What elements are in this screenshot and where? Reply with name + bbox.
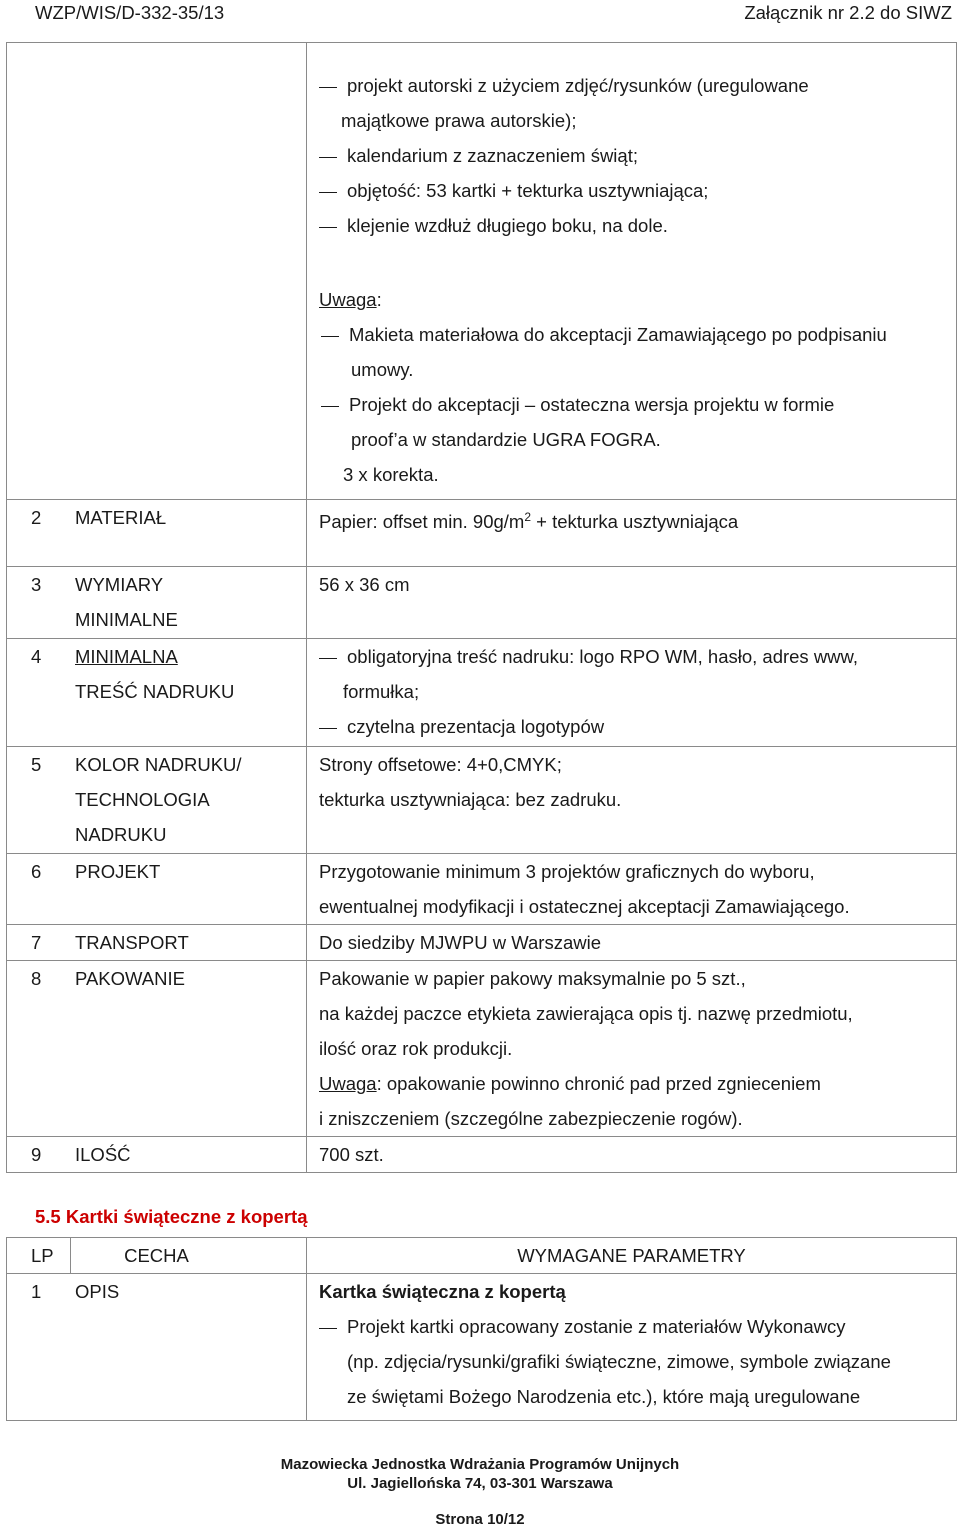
list-item: kalendarium z zaznaczeniem świąt; <box>319 138 809 173</box>
row-number: 3 <box>31 574 42 595</box>
list-item: czytelna prezentacja logotypów <box>319 709 858 744</box>
row-print-content-label <box>7 639 307 747</box>
row-number: 7 <box>31 932 42 953</box>
row-packing-value: Pakowanie w papier pakowy maksymalnie po 5 szt., na każdej paczce etykieta zawierająca opis tj. nazwę przedmiotu, ilość oraz rok produkcji. Uwaga: opakowanie powinno chronić pad przed zgnieceniem i zniszczeniem (szczególne zabezpieczenie rogów). <box>307 961 957 1137</box>
spec-table-cards <box>6 1237 957 1421</box>
list-item: klejenie wzdłuż długiego boku, na dole. <box>319 208 809 243</box>
footer-page-number: Strona 10/12 <box>435 1511 525 1528</box>
row-opis-label <box>7 1274 307 1421</box>
footer-address: Ul. Jagiellońska 74, 03-301 Warszawa <box>347 1475 613 1492</box>
row-number: 9 <box>31 1144 42 1165</box>
row-number: 8 <box>31 968 42 989</box>
section-title: 5.5 Kartki świąteczne z kopertą <box>35 1206 308 1227</box>
row-label: TECHNOLOGIA <box>75 789 210 810</box>
row-label: NADRUKU <box>75 824 167 845</box>
row-label: TRANSPORT <box>75 932 189 953</box>
row-transport-value: Do siedziby MJWPU w Warszawie <box>307 925 957 961</box>
row-design-label <box>7 854 307 925</box>
list-item: obligatoryjna treść nadruku: logo RPO WM, hasło, adres www, <box>319 639 858 674</box>
header-cecha: CECHA <box>71 1238 307 1274</box>
row-number: 5 <box>31 754 42 775</box>
document-reference: WZP/WIS/D-332-35/13 <box>35 2 225 23</box>
note-heading: Uwaga: <box>319 289 382 310</box>
list-item-continuation: ze świętami Bożego Narodzenia etc.), które mają uregulowane <box>347 1386 861 1407</box>
header-lp: LP <box>7 1238 71 1274</box>
row-print-color-label <box>7 747 307 854</box>
row-label: ILOŚĆ <box>75 1144 131 1165</box>
row-print-content-value <box>307 639 957 747</box>
row-quantity-value: 700 szt. <box>307 1137 957 1173</box>
row-label: PAKOWANIE <box>75 968 185 989</box>
row-material-value: Papier: offset min. $90g/m^2$ + tekturka usztywniająca <box>307 500 957 567</box>
row-label: MINIMALNA <box>75 646 178 667</box>
list-item-continuation: (np. zdjęcia/rysunki/grafiki świąteczne, zimowe, symbole związane <box>347 1351 891 1372</box>
row-number: 1 <box>31 1281 42 1302</box>
row-transport-label <box>7 925 307 961</box>
product-title: Kartka świąteczna z kopertą <box>319 1281 566 1302</box>
row-number: 2 <box>31 507 42 528</box>
row-number: 4 <box>31 646 42 667</box>
row-label: PROJEKT <box>75 861 161 882</box>
header-params: WYMAGANE PARAMETRY <box>307 1238 957 1274</box>
note-item: Projekt do akceptacji – ostateczna wersja projektu w formie <box>319 387 887 422</box>
row-label: WYMIARY <box>75 574 164 595</box>
row-packing-label <box>7 961 307 1137</box>
list-item-continuation: majątkowe prawa autorskie); <box>341 110 577 131</box>
spec-table-calendar <box>6 42 957 1173</box>
description-continuation-cell <box>307 43 957 500</box>
row-dimensions-label <box>7 567 307 639</box>
row-opis-value <box>307 1274 957 1421</box>
list-item: projekt autorski z użyciem zdjęć/rysunków (uregulowane <box>319 68 809 103</box>
row-label: KOLOR NADRUKU/ <box>75 754 242 775</box>
row-number: 6 <box>31 861 42 882</box>
row-label: MATERIAŁ <box>75 507 167 528</box>
row-design-value: Przygotowanie minimum 3 projektów graficznych do wyboru, ewentualnej modyfikacji i ostatecznej akceptacji Zamawiającego. <box>307 854 957 925</box>
list-item: objętość: 53 kartki + tekturka usztywniająca; <box>319 173 809 208</box>
note-corrections: 3 x korekta. <box>343 464 439 485</box>
row-label: MINIMALNE <box>75 609 178 630</box>
list-item-continuation: formułka; <box>343 681 420 702</box>
row-material-label <box>7 500 307 567</box>
row-label: TREŚĆ NADRUKU <box>75 681 235 702</box>
note-item-continuation: proof’a w standardzie UGRA FOGRA. <box>351 429 661 450</box>
row-quantity-label <box>7 1137 307 1173</box>
footer-organization: Mazowiecka Jednostka Wdrażania Programów Unijnych <box>280 1456 680 1473</box>
list-item: Projekt kartki opracowany zostanie z materiałów Wykonawcy <box>319 1309 891 1344</box>
note-item-continuation: umowy. <box>351 359 414 380</box>
row-print-color-value: Strony offsetowe: 4+0,CMYK; tekturka usztywniająca: bez zadruku. <box>307 747 957 854</box>
row-label: OPIS <box>75 1281 120 1302</box>
attachment-label: Załącznik nr 2.2 do SIWZ <box>744 2 952 23</box>
note-item: Makieta materiałowa do akceptacji Zamawiającego po podpisaniu <box>319 317 887 352</box>
row-dimensions-value: 56 x 36 cm <box>307 567 957 639</box>
